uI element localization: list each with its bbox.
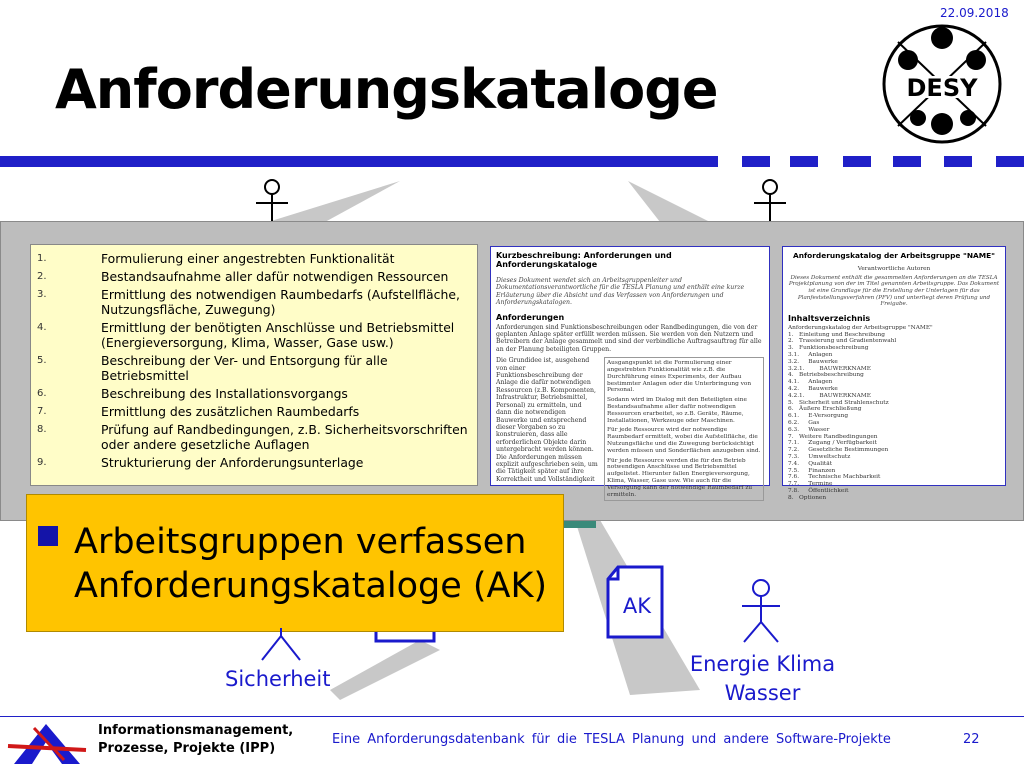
toc-entry: 3. Funktionsbeschreibung xyxy=(788,345,869,352)
doc2-heading: Anforderungskatalog der Arbeitsgruppe "NAME" xyxy=(792,251,995,260)
title-rule-dash xyxy=(893,156,921,167)
doc1-body: Anforderungen sind Funktionsbeschreibungen oder Randbedingungen, die von der geplanten Anlage später erfüllt werden müssen. Sie werden von den Nutzern und Betreibern der Anlage gesammelt und sind der verbindliche Auftragsauftrag für alle an der Planung beteiligten Gruppen. xyxy=(496,323,762,353)
toc-entry: 2. Trassierung und Gradientenwahl xyxy=(788,338,897,345)
person-icon xyxy=(258,628,304,662)
list-item: 3. Ermittlung des notwendigen Raumbedarfs (Aufstellfläche, Nutzungsfläche, Zuwegung) xyxy=(37,287,460,317)
footer-org-line: Prozesse, Projekte (IPP) xyxy=(98,741,276,756)
logo-text: DESY xyxy=(906,74,978,102)
doc1-step: Ausgangspunkt ist die Formulierung einer angestrebten Funktionalität wie z.B. die Durchführung eines Experiments, der Aufbau bestimmter Anlagen oder die Unterbringung von Personal. xyxy=(607,360,752,394)
toc-entry: 1. Einleitung und Beschreibung xyxy=(788,331,885,338)
title-rule xyxy=(0,156,718,167)
page-number: 22 xyxy=(963,732,980,747)
doc1-step: Für jede Ressource werden die für den Betrieb notwendigen Anschlüsse und Betriebsmittel aufgelistet. Hierunter fallen Energieversorgung, Klima, Wasser, Gase usw. Wie auch für die Versorgung kann der notwendige Raumbedarf zu ermitteln. xyxy=(607,457,753,498)
list-item: 9. Strukturierung der Anforderungsunterlage xyxy=(37,455,364,470)
list-item: 8. Prüfung auf Randbedingungen, z.B. Sicherheitsvorschriften oder andere gesetzliche Auflagen xyxy=(37,422,468,452)
toc-entry: 6.2. Gas xyxy=(788,419,820,426)
toc-entry: 7.2. Gesetzliche Bestimmungen xyxy=(788,447,889,454)
toc-entry: 7.3. Umweltschutz xyxy=(788,453,851,460)
toc-entry: 7.5. Finanzen xyxy=(788,467,836,474)
person-icon xyxy=(738,578,784,644)
title-rule-dash xyxy=(790,156,818,167)
toc-entry: 7.7. Termine xyxy=(788,481,833,488)
callout-text xyxy=(74,520,547,608)
toc-entry: 3.1. Anlagen xyxy=(788,351,833,358)
person-icon xyxy=(254,178,290,222)
toc-entry: 8. Optionen xyxy=(788,494,827,501)
toc-entry: 4.1. Anlagen xyxy=(788,379,833,386)
toc-entry: 6. Äußere Erschließung xyxy=(788,406,862,413)
callout-line: Arbeitsgruppen verfassen xyxy=(74,522,527,562)
footer-rule xyxy=(0,716,1024,717)
bullet-square-icon xyxy=(38,526,58,546)
toc-entry: 6.1. E-Versorgung xyxy=(788,413,849,420)
doc1-heading: Kurzbeschreibung: Anforderungen und Anforderungskataloge xyxy=(496,251,672,269)
doc2-toc-title: Inhaltsverzeichnis xyxy=(788,313,871,323)
desy-logo xyxy=(878,20,1006,148)
ak-label: AK xyxy=(622,594,652,618)
slide-title: Anforderungskataloge xyxy=(55,58,718,121)
footer-organization xyxy=(98,722,293,758)
doc1-step: Für jede Ressource wird der notwendige Raumbedarf ermittelt, wobei die Aufstellfläche, die Nutzungsfläche und die Zuwegung berücksichtigt werden müssen und Sonderflächen anzugeben sind. xyxy=(607,427,761,454)
title-rule-dash xyxy=(996,156,1024,167)
toc-entry: 4.2. Bauwerke xyxy=(788,385,838,392)
slide-date: 22.09.2018 xyxy=(940,6,1009,20)
toc-entry: 4. Betriebsbeschreibung xyxy=(788,372,864,379)
doc2-toc xyxy=(788,325,1000,502)
callout-line: Anforderungskataloge (AK) xyxy=(74,566,548,606)
list-item: 4. Ermittlung der benötigten Anschlüsse und Betriebsmittel (Energieversorgung, Klima, Wasser, Gase usw.) xyxy=(37,320,455,350)
ak-document-icon xyxy=(604,565,666,641)
label-energy xyxy=(640,650,885,708)
title-rule-dash xyxy=(944,156,972,167)
doc1-intro: Dieses Dokument wendet sich an Arbeitsgruppenleiter und Dokumentationsverantwortliche für die TESLA Planung und enthält eine kurze Erläuterung über die Absicht und das Verfassen von Anforderungen und Anforderungskatalogen. xyxy=(496,277,745,307)
toc-entry: 6.3. Wasser xyxy=(788,426,830,433)
document-short-description xyxy=(490,246,770,498)
label-energy-line: Energie Klima xyxy=(689,652,836,676)
doc1-step: Sodann wird im Dialog mit den Beteiligten eine Bestandsaufnahme aller dafür notwendigen Ressourcen erarbeitet, so z.B. Geräte, Räume, Installationen, Werkzeuge oder Maschinen. xyxy=(607,397,747,424)
footer-org-line: Informationsmanagement, xyxy=(98,723,294,738)
list-item: 1. Formulierung einer angestrebten Funktionalität xyxy=(37,251,395,266)
toc-entry: 7.8. Öffentlichkeit xyxy=(788,487,849,494)
doc1-section: Anforderungen xyxy=(496,312,565,322)
label-energy-line: Wasser xyxy=(724,681,801,705)
person-icon xyxy=(752,178,788,222)
list-item: 2. Bestandsaufnahme aller dafür notwendigen Ressourcen xyxy=(37,269,449,284)
list-item: 7. Ermittlung des zusätzlichen Raumbedarfs xyxy=(37,404,360,419)
toc-entry: 4.2.1. BAUWERKNAME xyxy=(788,392,871,399)
requirements-steps-list xyxy=(30,244,478,486)
toc-entry: 7.4. Qualität xyxy=(788,460,833,467)
toc-entry: 7.1. Zugang / Verfügbarkeit xyxy=(788,440,877,447)
toc-entry: Anforderungskatalog der Arbeitsgruppe "NAME" xyxy=(788,324,933,331)
doc2-responsible: Verantwortliche Autoren xyxy=(857,266,931,272)
footer-title: Eine Anforderungsdatenbank für die TESLA Planung und andere Software-Projekte xyxy=(332,732,891,747)
arrow-top-right xyxy=(628,181,710,222)
toc-entry: 7.6. Technische Machbarkeit xyxy=(788,474,881,481)
ipp-logo-icon xyxy=(4,720,90,766)
document-requirements-catalog xyxy=(782,246,1006,501)
list-item: 5. Beschreibung der Ver- und Entsorgung für alle Betriebsmittel xyxy=(37,353,388,383)
arrow-bottom-left xyxy=(330,640,440,700)
callout-tab xyxy=(560,520,596,528)
toc-entry: 7. Weitere Randbedingungen xyxy=(788,433,878,440)
toc-entry: 5. Sicherheit und Strahlenschutz xyxy=(788,399,889,406)
label-safety: Sicherheit xyxy=(225,667,331,691)
doc1-left-column: Die Grundidee ist, ausgehend von einer Funktionsbeschreibung der Anlage die dafür notwendigen Ressourcen (z.B. Komponenten, Infrastruktur, Betriebsmittel, Personal) zu ermitteln, und dann die notwendigen Bauwerke und entsprechend dieser Vorgaben so zu konstruieren, dass alle erforderlichen Objekte darin untergebracht werden können. Die Anforderungen müssen explizit aufgeschrieben sein, um die Tätigkeit später auf ihre Korrektheit und Vollständigkeit xyxy=(496,357,598,483)
title-rule-dash xyxy=(843,156,871,167)
title-rule-dash xyxy=(742,156,770,167)
list-item: 6. Beschreibung des Installationsvorgangs xyxy=(37,386,348,401)
doc2-intro: Dieses Dokument enthält die gesammelten Anforderungen an die TESLA Projektplanung von der im Titel genannten Arbeitsgruppe. Das Dokument ist eine Grundlage für die Erstellung der Unterlagen für das Planfeststellungsverfahren (PFV) und unterliegt deren Prüfung und Freigabe. xyxy=(788,274,1000,308)
toc-entry: 3.2.1. BAUWERKNAME xyxy=(788,365,871,372)
toc-entry: 3.2. Bauwerke xyxy=(788,358,838,365)
